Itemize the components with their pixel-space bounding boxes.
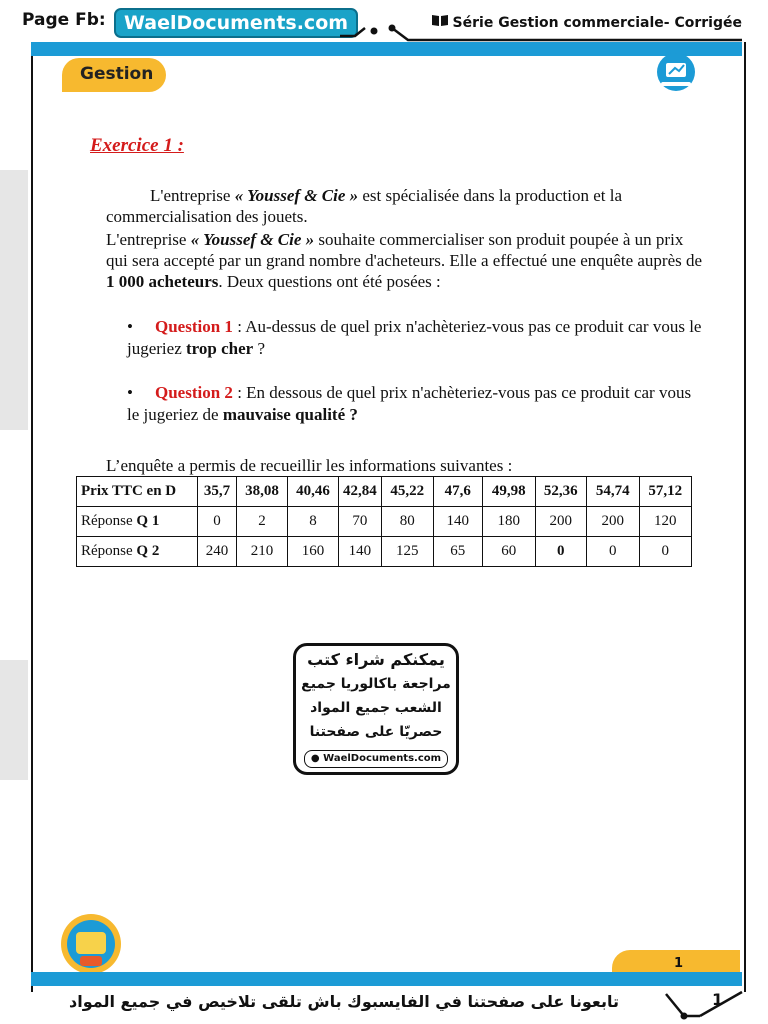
q1-cell: 140 [433, 507, 482, 537]
table-intro: L’enquête a permis de recueillir les informations suivantes : [106, 456, 513, 475]
price-cell: 42,84 [339, 477, 382, 507]
question-label: Question 2 [155, 383, 233, 402]
footer-page-number: 1 [712, 990, 724, 1009]
bottom-blue-stripe [31, 972, 742, 986]
exercise-title: Exercice 1 : [90, 135, 184, 156]
price-cell: 38,08 [237, 477, 288, 507]
q2-cell: 0 [586, 537, 639, 567]
left-edge-shadow [0, 170, 28, 430]
price-cell: 47,6 [433, 477, 482, 507]
intro-paragraph-2 [106, 229, 706, 292]
page-number: 1 [674, 956, 684, 971]
bullet-mark: • [127, 317, 133, 336]
price-cell: 49,98 [482, 477, 535, 507]
price-cell: 35,7 [198, 477, 237, 507]
left-edge-shadow [0, 660, 28, 780]
buyers-count: 1 000 acheteurs [106, 272, 219, 291]
intro-paragraph-1 [106, 185, 706, 227]
footer-follow-text: تابعونا على صفحتنا في الفايسبوك باش تلقى تلاخيص في جميع المواد [69, 992, 619, 1011]
text-span: Réponse [81, 543, 137, 559]
table-row [77, 477, 692, 507]
promo-line: حصريّا على صفحتنا [309, 724, 443, 740]
q1-cell: 2 [237, 507, 288, 537]
text-span: L'entreprise [106, 230, 191, 249]
q2-cell: 125 [381, 537, 433, 567]
top-header [0, 0, 768, 44]
table-header-label: Prix TTC en D [77, 477, 198, 507]
text-span: Q 1 [136, 513, 160, 529]
q1-cell: 0 [198, 507, 237, 537]
q2-cell: 210 [237, 537, 288, 567]
question-label: Question 1 [155, 317, 233, 336]
text-span: souhaite commercialiser son produit poupée à un prix qui sera accepté par un grand nombre d'acheteurs. Elle a effectué une enquête auprès de [106, 230, 703, 270]
promo-line: الشعب جميع المواد [310, 700, 442, 716]
book-icon [431, 14, 449, 27]
page-fb-label: Page Fb: [22, 10, 106, 30]
promo-url[interactable] [304, 750, 448, 768]
question-text: : En dessous de quel prix n'achèteriez-vous pas ce produit car vous le jugeriez de [127, 383, 692, 424]
q1-cell: 120 [639, 507, 691, 537]
promo-url-text: WaelDocuments.com [323, 753, 442, 764]
q2-cell: 65 [433, 537, 482, 567]
price-cell: 40,46 [288, 477, 339, 507]
question-emphasis: trop cher [186, 339, 254, 358]
q2-cell: 0 [639, 537, 691, 567]
text-span: L'entreprise [150, 186, 235, 205]
company-name: « Youssef & Cie » [190, 230, 315, 249]
q2-cell: 0 [535, 537, 586, 567]
text-span: Q 2 [136, 543, 160, 559]
question-text: : Au-dessus de quel prix n'achèteriez-vous pas ce produit car vous le jugeriez [127, 317, 702, 358]
table-row [77, 537, 692, 567]
promo-line: يمكنكم شراء كتب [307, 650, 445, 669]
text-span: Réponse [81, 513, 137, 529]
q1-row-label [77, 507, 198, 537]
q1-cell: 200 [586, 507, 639, 537]
company-name: « Youssef & Cie » [234, 186, 359, 205]
q2-cell: 160 [288, 537, 339, 567]
promo-line: مراجعة باكالوريا جميع [301, 676, 451, 692]
bullet-mark: • [127, 383, 133, 402]
site-badge[interactable]: WaelDocuments.com [114, 8, 358, 38]
series-title-text: Série Gestion commerciale- Corrigée [452, 15, 742, 31]
q1-cell: 80 [381, 507, 433, 537]
promo-box[interactable] [293, 643, 459, 775]
taki-academy-logo-icon [645, 52, 707, 96]
text-span: est spécialisée dans la production et la commercialisation des jouets. [106, 186, 623, 226]
question-text: ? [253, 339, 265, 358]
question-emphasis: mauvaise qualité ? [222, 405, 358, 424]
q2-cell: 240 [198, 537, 237, 567]
table-row [77, 507, 692, 537]
q2-cell: 60 [482, 537, 535, 567]
price-cell: 52,36 [535, 477, 586, 507]
q2-row-label [77, 537, 198, 567]
price-cell: 45,22 [381, 477, 433, 507]
q2-cell: 140 [339, 537, 382, 567]
price-cell: 54,74 [586, 477, 639, 507]
q1-cell: 8 [288, 507, 339, 537]
price-cell: 57,12 [639, 477, 691, 507]
facebook-icon: ● [310, 753, 320, 764]
q1-cell: 70 [339, 507, 382, 537]
question-1 [127, 316, 707, 360]
series-title [431, 14, 742, 31]
q1-cell: 200 [535, 507, 586, 537]
q1-cell: 180 [482, 507, 535, 537]
top-blue-stripe [31, 42, 742, 56]
survey-table [76, 476, 692, 567]
text-span: . Deux questions ont été posées : [218, 272, 441, 291]
question-2 [127, 382, 707, 426]
section-tab-label: Gestion [80, 64, 154, 84]
